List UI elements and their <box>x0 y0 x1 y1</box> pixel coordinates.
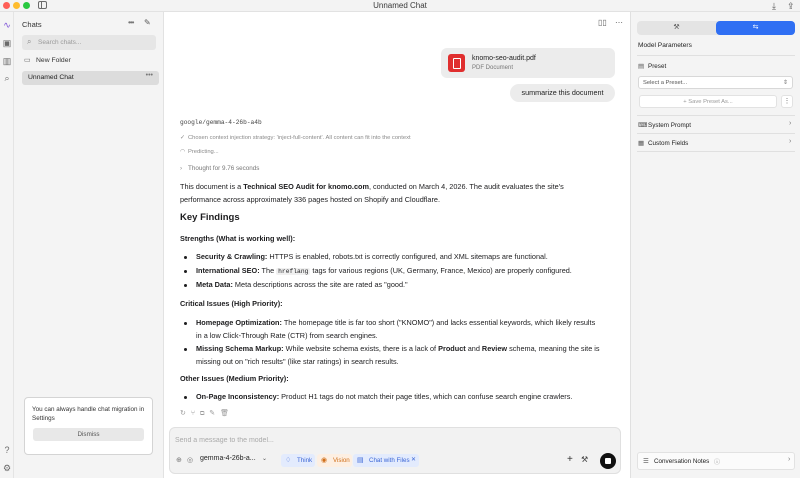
divider <box>637 151 795 152</box>
new-chat-icon[interactable]: ✎ <box>144 18 151 27</box>
critical-heading: Critical Issues (High Priority): <box>180 299 283 308</box>
chat-list-item[interactable] <box>22 71 159 85</box>
intro-prefix: This document is a <box>180 182 244 191</box>
chat-with-files-chip[interactable] <box>353 454 419 467</box>
other-heading: Other Issues (Medium Priority): <box>180 374 289 383</box>
chevron-right-icon: › <box>788 456 791 463</box>
model-selector[interactable]: gemma-4-26b-a... <box>200 455 256 462</box>
new-folder-label: New Folder <box>36 57 71 64</box>
preset-select[interactable] <box>638 76 793 89</box>
context-strategy-status <box>180 135 411 141</box>
divider <box>637 115 795 116</box>
tools-icon[interactable]: ⚒ <box>581 455 589 464</box>
user-message: summarize this document <box>510 84 615 102</box>
list-item-bold: Review <box>481 344 508 353</box>
intro-rest: , conducted on March 4, 2026. The audit evaluates the site's performance across approximately 336 pages hosted on Shopify and Cloudflare. <box>180 182 564 204</box>
attachment-card[interactable] <box>441 48 615 78</box>
response-intro <box>180 181 600 206</box>
attachment-type: PDF Document <box>472 65 514 71</box>
vision-chip[interactable] <box>317 454 352 467</box>
notes-icon: ☰ <box>643 458 649 465</box>
divider <box>637 133 795 134</box>
message-composer <box>169 427 621 474</box>
list-item <box>196 265 600 279</box>
intro-bold: Technical SEO Audit for knomo.com <box>243 182 369 191</box>
icon-rail <box>0 12 14 478</box>
divider <box>637 55 795 56</box>
tab-parameters[interactable]: ⇆ <box>716 21 795 35</box>
thought-toggle[interactable] <box>180 165 259 172</box>
custom-fields-icon: ▦ <box>638 140 645 147</box>
context-strategy-text: Chosen context injection strategy: 'inject-full-content'. All content can fit into the context <box>188 135 411 141</box>
edit-icon[interactable]: ✎ <box>209 410 221 417</box>
search-chats-input[interactable] <box>38 35 150 50</box>
list-item <box>196 279 600 292</box>
strengths-heading: Strengths (What is working well): <box>180 234 296 243</box>
share-icon[interactable]: ⇪ <box>787 1 795 11</box>
stop-generation-button[interactable] <box>600 453 616 469</box>
list-item-bold: Missing Schema Markup: <box>196 344 284 353</box>
list-item-text: While website schema exists, there is a lack of <box>283 344 439 353</box>
chevron-right-icon: › <box>180 165 183 172</box>
preset-more-icon[interactable]: ⋮ <box>781 95 793 108</box>
list-item-bold: Product <box>438 344 466 353</box>
list-item <box>196 343 600 368</box>
list-item-text: HTTPS is enabled, robots.txt is correctly configured, and XML sitemaps are functional. <box>267 252 548 261</box>
list-item-text: and <box>465 344 482 353</box>
list-item-text: tags for various regions (UK, Germany, France, Mexico) are properly configured. <box>310 266 572 275</box>
regenerate-icon[interactable]: ↻ <box>180 410 191 417</box>
list-item-text: Meta descriptions across the site are rated as "good." <box>232 280 408 289</box>
file-icon: ▤ <box>357 457 364 464</box>
chevron-right-icon[interactable]: › <box>789 120 792 127</box>
message-input[interactable] <box>175 433 615 447</box>
search-chats-box <box>22 35 156 50</box>
files-chip-label: Chat with Files <box>369 457 410 464</box>
chat-main <box>164 12 630 478</box>
chat-sidebar <box>14 12 164 478</box>
list-item-text: Product H1 tags do not match their page titles, which can confuse search engine crawlers. <box>279 392 573 401</box>
sidebar-more-icon[interactable]: ••• <box>128 18 134 27</box>
dismiss-button[interactable]: Dismiss <box>33 428 144 441</box>
search-icon: ⌕ <box>27 37 32 46</box>
add-button[interactable]: + <box>567 454 573 465</box>
help-circle-icon[interactable]: ⓘ <box>714 460 721 466</box>
list-item-bold: Meta Data: <box>196 280 233 289</box>
system-prompt-section[interactable]: System Prompt <box>648 122 692 129</box>
message-actions <box>180 409 234 417</box>
lightbulb-icon: ♢ <box>285 457 292 464</box>
remove-chip-icon[interactable]: ✕ <box>410 457 416 463</box>
save-preset-button[interactable]: + Save Preset As... <box>639 95 777 108</box>
split-view-icon[interactable]: ▯▯ <box>598 18 607 27</box>
inline-code: hreflang <box>278 268 309 275</box>
list-item-bold: International SEO: <box>196 266 260 275</box>
preset-label: Preset <box>648 63 667 70</box>
predicting-status <box>180 149 219 155</box>
title-bar <box>0 0 800 12</box>
check-icon: ✓ <box>180 135 185 141</box>
library-icon[interactable]: ▥ <box>2 56 12 66</box>
tab-tools[interactable]: ⚒ <box>673 24 680 31</box>
download-icon[interactable]: ⤓ <box>772 1 776 11</box>
sidebar-title: Chats <box>22 20 42 29</box>
search-models-icon[interactable]: ⌕ <box>4 73 10 83</box>
help-icon[interactable]: ? <box>4 445 10 455</box>
list-item-text: The homepage title is far too short ("KNOMO") and lacks essential keywords, which likely results in a low Click-Through Rate (CTR) from search engines. <box>196 318 596 340</box>
right-panel <box>630 12 800 478</box>
chevron-right-icon[interactable]: › <box>789 138 792 145</box>
window-title: Unnamed Chat <box>373 1 427 10</box>
list-item <box>196 391 600 404</box>
panel-tabs <box>637 21 795 35</box>
new-folder-button[interactable] <box>22 55 156 68</box>
thought-text: Thought for 9.76 seconds <box>188 165 260 172</box>
list-item-bold: On-Page Inconsistency: <box>196 392 280 401</box>
system-prompt-icon: ⌨ <box>638 122 648 129</box>
migration-notice <box>24 397 153 455</box>
main-more-icon[interactable]: ⋯ <box>615 18 623 27</box>
vision-chip-label: Vision <box>333 457 350 464</box>
attachment-name: knomo-seo-audit.pdf <box>472 55 536 62</box>
predicting-text: Predicting... <box>188 149 219 155</box>
conversation-notes-bar[interactable] <box>637 452 795 470</box>
chevron-updown-icon: ⇕ <box>782 80 788 86</box>
preset-icon: ▤ <box>638 63 645 70</box>
copy-icon[interactable]: ⧉ <box>200 410 210 417</box>
list-item-text: The <box>259 266 277 275</box>
migration-notice-text: You can always handle chat migration in Settings <box>32 406 145 422</box>
list-item <box>196 251 600 264</box>
settings-gear-icon[interactable]: ⚙ <box>2 463 12 473</box>
delete-icon[interactable]: 🗑 <box>220 410 235 417</box>
attach-icon[interactable]: ⊕ <box>176 457 182 464</box>
list-item <box>196 317 600 342</box>
spinner-icon: ◠ <box>180 149 186 155</box>
list-item-bold: Homepage Optimization: <box>196 318 282 327</box>
think-chip[interactable] <box>281 454 315 467</box>
list-item-bold: Security & Crawling: <box>196 252 268 261</box>
preset-select-value: Select a Preset... <box>643 80 688 86</box>
eye-icon: ◉ <box>321 457 328 464</box>
panel-title: Model Parameters <box>638 42 692 49</box>
think-chip-label: Think <box>297 457 313 464</box>
chevron-down-icon[interactable]: ⌄ <box>262 456 268 462</box>
pdf-file-icon <box>448 54 465 72</box>
model-id-label: google/gemma-4-26b-a4b <box>180 119 262 126</box>
chat-waveform-icon[interactable]: ∿ <box>3 20 11 30</box>
chat-item-more-icon[interactable]: ••• <box>145 72 153 79</box>
model-icon: ◎ <box>187 457 194 464</box>
custom-fields-section[interactable]: Custom Fields <box>648 140 689 147</box>
folder-icon: ▭ <box>24 57 31 64</box>
branch-icon[interactable]: ⑂ <box>190 410 201 417</box>
conversation-notes-label: Conversation Notes <box>654 458 710 465</box>
key-findings-heading: Key Findings <box>180 212 240 223</box>
chat-list-item-label: Unnamed Chat <box>28 74 74 81</box>
image-icon[interactable]: ▣ <box>2 38 12 48</box>
list-item-text: schema, meaning the site is missing out on "rich results" (like star ratings) in search results. <box>196 344 600 366</box>
